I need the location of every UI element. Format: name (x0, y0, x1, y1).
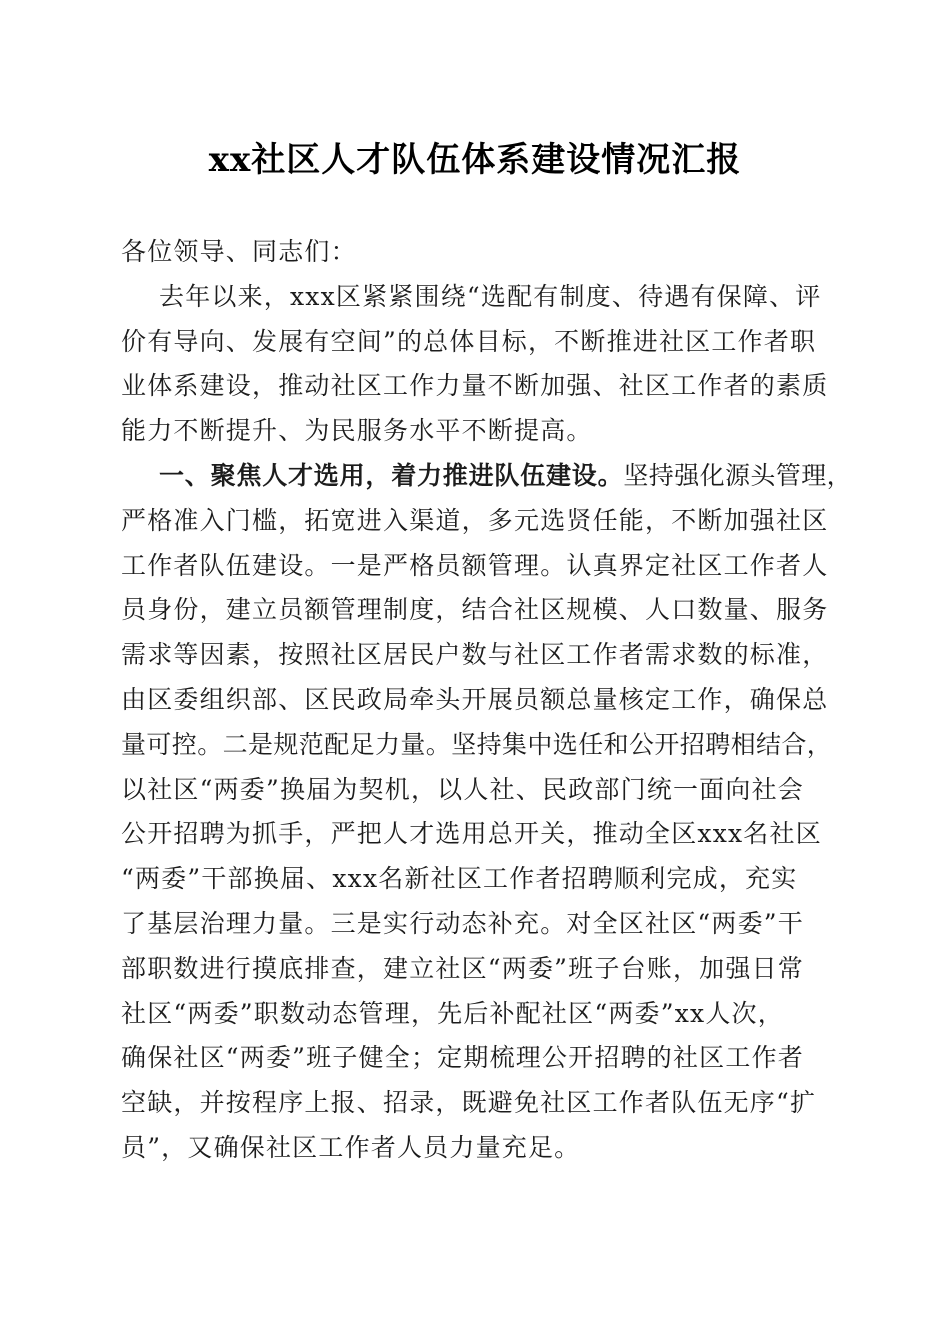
paragraph-line: 由区委组织部、区民政局牵头开展员额总量核定工作，确保总 (121, 684, 829, 714)
paragraph-line: 空缺，并按程序上报、招录，既避免社区工作者队伍无序“扩 (121, 1088, 817, 1118)
document-body (121, 230, 853, 1171)
paragraph-line: 工作者队伍建设。一是严格员额管理。认真界定社区工作者人 (121, 550, 829, 580)
intro-line: 业体系建设，推动社区工作力量不断加强、社区工作者的素质 (121, 371, 829, 401)
paragraph-line: 员身份，建立员额管理制度，结合社区规模、人口数量、服务 (121, 595, 829, 625)
section-1-first-line-text: 坚持强化源头管理， (623, 460, 853, 490)
intro-line: 能力不断提升、为民服务水平不断提高。 (121, 416, 593, 446)
paragraph-line: 公开招聘为抓手，严把人才选用总开关，推动全区xxx名社区 (121, 819, 822, 849)
paragraph-line: 确保社区“两委”班子健全；定期梳理公开招聘的社区工作者 (121, 1043, 804, 1073)
document-title: xx社区人才队伍体系建设情况汇报 (208, 140, 742, 180)
intro-line: 去年以来，xxx区紧紧围绕“选配有制度、待遇有保障、评 (159, 281, 822, 311)
paragraph-line: 量可控。二是规范配足力量。坚持集中选任和公开招聘相结合， (121, 729, 833, 759)
paragraph-line: 员”，又确保社区工作者人员力量充足。 (121, 1132, 581, 1162)
paragraph-line: 以社区“两委”换届为契机，以人社、民政部门统一面向社会 (121, 774, 804, 804)
paragraph-line: 社区“两委”职数动态管理，先后补配社区“两委”xx人次， (121, 998, 784, 1028)
paragraph-line: “两委”干部换届、xxx名新社区工作者招聘顺利完成，充实 (121, 864, 798, 894)
section-1-heading: 一、聚焦人才选用，着力推进队伍建设。 (159, 460, 624, 490)
section-1-first-line (121, 454, 853, 499)
salutation: 各位领导、同志们： (121, 237, 357, 266)
paragraph-line: 需求等因素，按照社区居民户数与社区工作者需求数的标准， (121, 640, 829, 670)
paragraph-line: 严格准入门槛，拓宽进入渠道，多元选贤任能，不断加强社区 (121, 505, 829, 535)
paragraph-line: 部职数进行摸底排查，建立社区“两委”班子台账，加强日常 (121, 953, 804, 983)
intro-line: 价有导向、发展有空间”的总体目标，不断推进社区工作者职 (121, 326, 817, 356)
paragraph-line: 了基层治理力量。三是实行动态补充。对全区社区“两委”干 (121, 908, 804, 938)
